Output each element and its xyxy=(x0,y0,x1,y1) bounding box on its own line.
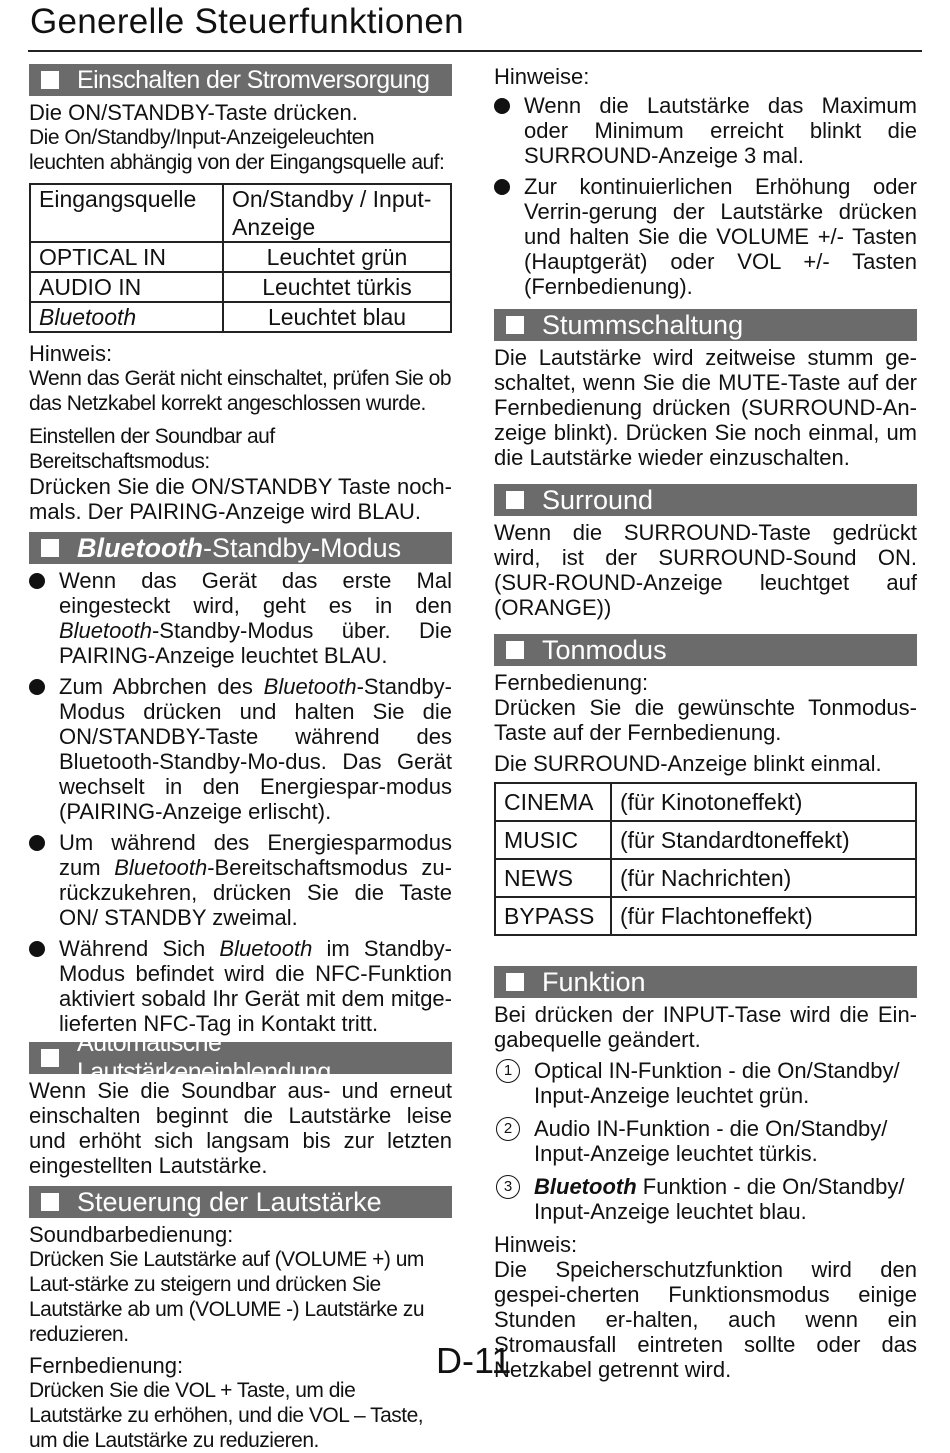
bullet-icon xyxy=(494,98,510,114)
section-heading-function xyxy=(494,966,917,998)
soundbar-control-text: Drücken Sie Lautstärke auf (VOLUME +) um Laut-stärke zu steigern und drücken Sie Lautstärke ab um (VOLUME -) Lautstärke zu reduzieren. xyxy=(29,1248,424,1346)
title-rule xyxy=(28,50,922,52)
table-cell-indicator: Leuchtet türkis xyxy=(223,272,451,302)
tone-mode-desc: (für Flachtoneffekt) xyxy=(611,897,916,935)
list-item: Wenn das Gerät das erste Mal eingesteckt wird, geht es in den Bluetooth-Standby-Modus über. Die PAIRING-Anzeige leuchtet BLAU. xyxy=(29,568,452,668)
remote-volume-text: Drücken Sie die VOL + Taste, um die Lautstärke zu erhöhen, und die VOL – Taste, um die Lautstärke zu reduzieren. xyxy=(29,1379,424,1452)
auto-volume-text: Wenn Sie die Soundbar aus- und erneut einschalten beginnt die Lautstärke leise und erhöht sich langsam bis zur letzten eingestellten Lautstärke. xyxy=(29,1078,452,1178)
function-list xyxy=(494,1058,917,1224)
surround-text: Wenn die SURROUND-Taste gedrückt wird, ist der SURROUND-Sound ON. (SUR-ROUND-Anzeige leuchtget auf (ORANGE)) xyxy=(494,520,917,620)
tone-mode-table xyxy=(494,782,917,936)
remote-label: Fernbedienung: xyxy=(29,1353,184,1378)
notes-list xyxy=(494,93,917,299)
section-square-icon xyxy=(506,316,524,334)
table-cell-indicator: Leuchtet blau xyxy=(223,302,451,332)
section-heading-text: Steuerung der Lautstärke xyxy=(77,1186,382,1217)
note-label: Hinweis: xyxy=(29,341,113,366)
number-circle-icon: 1 xyxy=(496,1059,520,1083)
section-square-icon xyxy=(506,491,524,509)
input-indicator-table xyxy=(29,183,452,333)
list-item: 2 Audio IN-Funktion - die On/Standby/ Input-Anzeige leuchtet türkis. xyxy=(494,1116,917,1166)
section-square-icon xyxy=(506,973,524,991)
section-heading-power xyxy=(29,64,452,96)
power-instruction: Die ON/STANDBY-Taste drücken. xyxy=(29,100,358,125)
list-item: Zur kontinuierlichen Erhöhung oder Verrin-gerung der Lautstärke drücken und halten Sie die VOLUME +/- Tasten (Hauptgerät) oder VOL +/- Tasten (Fernbedienung). xyxy=(494,174,917,299)
standby-text: Drücken Sie die ON/STANDBY Taste noch-mals. Der PAIRING-Anzeige wird BLAU. xyxy=(29,474,452,524)
section-heading-text: Einschalten der Stromversorgung xyxy=(77,65,430,94)
list-item: Um während des Energiesparmodus zum Bluetooth-Bereitschaftsmodus zu-rückzukehren, drücken Sie die Taste ON/ STANDBY zweimal. xyxy=(29,830,452,930)
list-item: Wenn die Lautstärke das Maximum oder Minimum erreicht blinkt die SURROUND-Anzeige 3 mal. xyxy=(494,93,917,168)
section-heading-surround xyxy=(494,484,917,516)
section-heading-tone xyxy=(494,634,917,666)
number-circle-icon: 2 xyxy=(496,1117,520,1141)
power-note-text: Wenn das Gerät nicht einschaltet, prüfen Sie ob das Netzkabel korrekt angeschlossen wurde. xyxy=(29,367,452,415)
table-row xyxy=(495,897,916,935)
tone-mode-name: BYPASS xyxy=(495,897,611,935)
tone-mode-name: NEWS xyxy=(495,859,611,897)
list-item: Zum Abbrchen des Bluetooth-Standby-Modus drücken und halten Sie die ON/STANDBY-Taste während des Bluetooth-Standby-Mo-dus. Das Gerät wechselt in den Energiespar-modus (PAIRING-Anzeige erlischt). xyxy=(29,674,452,824)
table-header-row xyxy=(30,184,451,242)
tone-remote-text: Drücken Sie die gewünschte Tonmodus-Taste auf der Fernbedienung. xyxy=(494,695,917,745)
section-square-icon xyxy=(41,539,59,557)
tone-mode-desc: (für Nachrichten) xyxy=(611,859,916,897)
section-heading-text: Tonmodus xyxy=(542,634,667,665)
tone-remote-label: Fernbedienung: xyxy=(494,670,649,695)
section-heading-text: -Standby-Modus xyxy=(202,532,402,563)
function-note-text: Die Speicherschutzfunktion wird den gespei-cherten Funktionsmodus einige Stunden er-halten, auch wenn ein Stromausfall eintreten sollte oder das Netzkabel getrennt wird. xyxy=(494,1257,917,1382)
table-row xyxy=(30,242,451,272)
tone-mode-name: CINEMA xyxy=(495,783,611,821)
section-heading-mute xyxy=(494,309,917,341)
section-heading-text: Funktion xyxy=(542,966,646,997)
section-square-icon xyxy=(41,71,59,89)
list-item: Während Sich Bluetooth im Standby-Modus befindet wird die NFC-Funktion aktiviert sobald Ihr Gerät mit dem mitge-lieferten NFC-Tag in Kontakt tritt. xyxy=(29,936,452,1036)
table-header-cell: On/Standby / Input-Anzeige xyxy=(223,184,451,242)
section-heading-text: Automatische Lautstärkeneinblendung xyxy=(77,1029,331,1086)
table-header-cell: Eingangsquelle xyxy=(30,184,223,242)
tone-mode-desc: (für Kinotoneffekt) xyxy=(611,783,916,821)
table-cell-indicator: Leuchtet grün xyxy=(223,242,451,272)
bullet-icon xyxy=(29,941,45,957)
section-heading-bt-standby xyxy=(29,532,452,564)
bt-standby-list xyxy=(29,568,452,1036)
table-row xyxy=(30,272,451,302)
soundbar-control-label: Soundbarbedienung: xyxy=(29,1222,234,1247)
table-row xyxy=(495,783,916,821)
bullet-icon xyxy=(29,573,45,589)
section-heading-auto-volume xyxy=(29,1029,452,1086)
mute-text: Die Lautstärke wird zeitweise stumm ge-schaltet, wenn Sie die MUTE-Taste auf der Fernbedienung drücken (SURROUND-An-zeige blinkt). Drücken Sie noch einmal, um die Lautstärke wieder einzuschalten. xyxy=(494,345,917,470)
table-cell-source: Bluetooth xyxy=(30,302,223,332)
list-item: 1 Optical IN-Funktion - die On/Standby/ Input-Anzeige leuchtet grün. xyxy=(494,1058,917,1108)
power-indicator-text: Die On/Standby/Input-Anzeigeleuchten leuchten abhängig von der Eingangsquelle auf: xyxy=(29,126,445,174)
section-heading-volume xyxy=(29,1186,452,1218)
function-intro: Bei drücken der INPUT-Tase wird die Ein-gabequelle geändert. xyxy=(494,1002,917,1052)
function-note-label: Hinweis: xyxy=(494,1232,578,1257)
table-cell-source: AUDIO IN xyxy=(30,272,223,302)
page-title: Generelle Steuerfunktionen xyxy=(30,2,464,41)
tone-mode-name: MUSIC xyxy=(495,821,611,859)
section-square-icon xyxy=(41,1049,59,1067)
section-heading-text: Stummschaltung xyxy=(542,309,744,340)
table-row xyxy=(30,302,451,332)
section-heading-bold: Bluetooth xyxy=(77,532,203,563)
left-column xyxy=(29,64,452,1453)
right-column xyxy=(494,64,917,1382)
table-cell-source: OPTICAL IN xyxy=(30,242,223,272)
tone-mode-desc: (für Standardtoneffekt) xyxy=(611,821,916,859)
section-square-icon xyxy=(41,1193,59,1211)
table-row xyxy=(495,859,916,897)
bullet-icon xyxy=(29,835,45,851)
table-row xyxy=(495,821,916,859)
bullet-icon xyxy=(29,679,45,695)
list-item: 3 Bluetooth Funktion - die On/Standby/ Input-Anzeige leuchtet blau. xyxy=(494,1174,917,1224)
tone-blink-text: Die SURROUND-Anzeige blinkt einmal. xyxy=(494,751,882,776)
standby-label: Einstellen der Soundbar auf Bereitschaftsmodus: xyxy=(29,425,275,473)
section-heading-text: Surround xyxy=(542,484,654,515)
page-number: D-11 xyxy=(436,1340,512,1381)
section-square-icon xyxy=(506,641,524,659)
bullet-icon xyxy=(494,179,510,195)
number-circle-icon: 3 xyxy=(496,1175,520,1199)
notes-label: Hinweise: xyxy=(494,64,590,89)
